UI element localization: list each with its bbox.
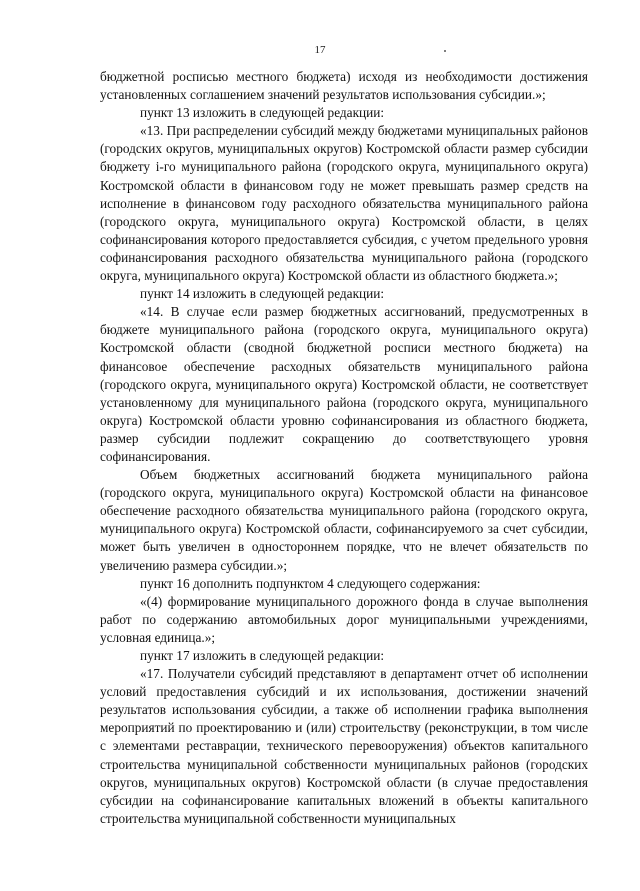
paragraph-item-13: «13. При распределении субсидий между бюджетами муниципальных районов (городских округов, муниципальных округов) Костромской области размер субсидии бюджету i-го муниципального района (городского округа, муниципального округа) Костромской области в финансовом году не может превышать размер средств на исполнение в финансовом году расходного обязательства муниципального района (городского округа, муниципального округа) Костромской области, в целях софинансирования которого предоставляется субсидия, с учетом предельного уровня софинансирования расходного обязательства муниципального района (городского округа, муниципального округа) Костромской области из областного бюджета.»; <box>100 123 588 284</box>
paragraph-continuation: бюджетной росписью местного бюджета) исходя из необходимости достижения установленных соглашением значений результатов использования субсидии.»; <box>100 69 588 103</box>
paragraph-amendment-16-intro: пункт 16 дополнить подпунктом 4 следующего содержания: <box>140 575 481 591</box>
paragraph-item-14-budget-volume: Объем бюджетных ассигнований бюджета муниципального района (городского округа, муниципального округа) Костромской области на финансовое обеспечение расходного обязательства муниципального района (городского округа, муниципального округа) Костромской области, софинансируемого за счет субсидии, может быть увеличен в одностороннем порядке, что не влечет обязательств по увеличению размера субсидии.»; <box>100 467 588 573</box>
paragraph-amendment-13-intro: пункт 13 изложить в следующей редакции: <box>140 105 385 121</box>
paragraph-amendment-14-intro: пункт 14 изложить в следующей редакции: <box>140 286 385 302</box>
document-body <box>100 68 588 828</box>
paragraph-subitem-4: «(4) формирование муниципального дорожного фонда в случае выполнения работ по содержанию автомобильных дорог муниципальными учреждениями, условная единица.»; <box>100 593 588 645</box>
paragraph-item-17: «17. Получатели субсидий представляют в департамент отчет об исполнении условий предоставления субсидий и их использования, достижении значений результатов использования субсидии, а также об исполнении графика выполнения мероприятий по проектированию и (или) строительству (реконструкции, в том числе с элементами реставрации, технического перевооружения) объектов капитального строительства муниципальной собственности муниципальных районов (городских округов, муниципальных округов) Костромской области (в случае предоставления субсидии на софинансирование капитальных вложений в объекты капитального строительства муниципальной собственности муниципальных <box>100 666 588 826</box>
scan-speck <box>444 50 446 52</box>
paragraph-item-14: «14. В случае если размер бюджетных ассигнований, предусмотренных в бюджете муниципального района (городского округа, муниципального округа) Костромской области (сводной бюджетной росписи местного бюджета) на финансовое обеспечение расходных обязательств муниципального района (городского округа, муниципального округа) Костромской области, не соответствует установленному для муниципального района (городского округа, муниципального округа) Костромской области уровню софинансирования из областного бюджета, размер субсидии подлежит сокращению до соответствующего уровня софинансирования. <box>100 304 588 464</box>
page-number: 17 <box>314 44 326 56</box>
paragraph-amendment-17-intro: пункт 17 изложить в следующей редакции: <box>140 648 385 663</box>
